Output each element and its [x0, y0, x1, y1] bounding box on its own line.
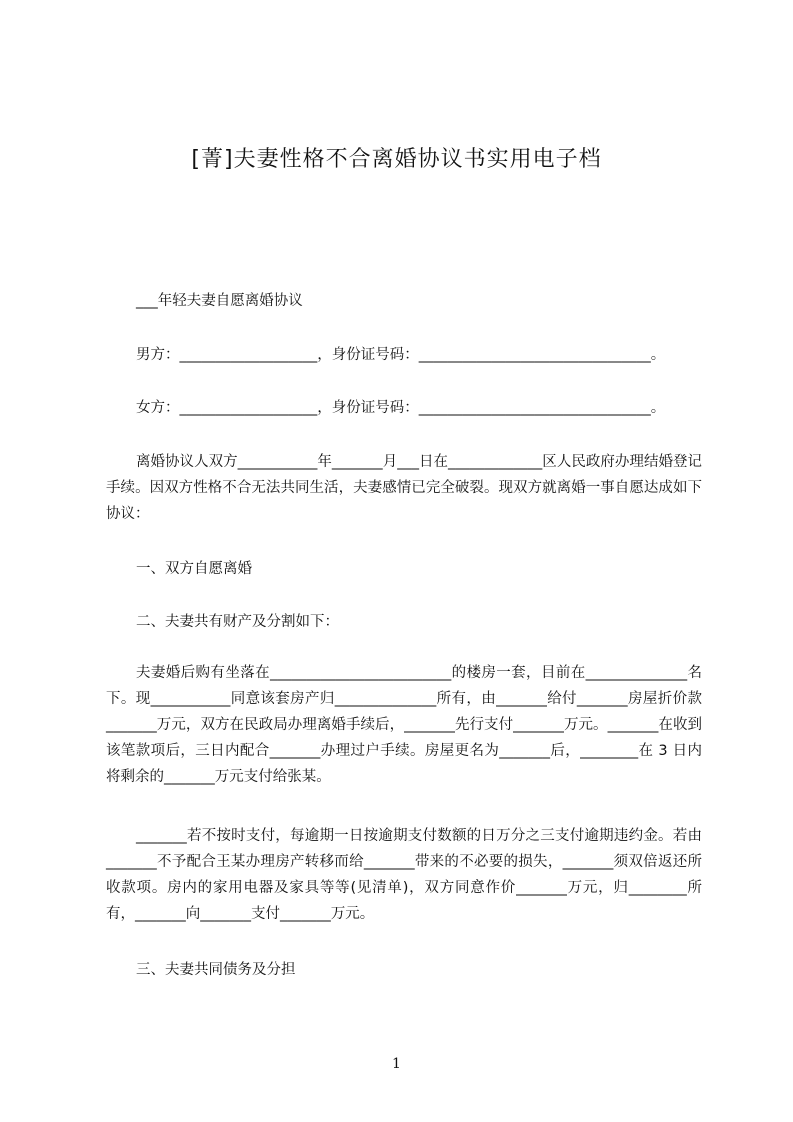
- page-number: 1: [392, 1056, 401, 1072]
- male-party-line: 男方：___________________，身份证号码：________________________________。: [136, 347, 666, 363]
- penalty-paragraph: _______若不按时支付，每逾期一日按逾期支付数额的日万分之三支付逾期违约金。若由_______不予配合王某办理房产转移而给_______带来的不必要的损失，_______须双倍返还所收款项。房内的家用电器及家具等等(见清单)，双方同意作价_______万元，归________所有，_______向_______支付_______万元。: [106, 828, 702, 922]
- intro-paragraph: 离婚协议人双方___________年_______月___日在_____________区人民政府办理结婚登记手续。因双方性格不合无法共同生活，夫妻感情已完全破裂。现双方就离婚一事自愿达成如下协议：: [106, 454, 702, 522]
- agreement-heading: ___年轻夫妻自愿离婚协议: [136, 293, 303, 309]
- female-party-line: 女方：___________________，身份证号码：________________________________。: [136, 400, 666, 416]
- property-paragraph: 夫妻婚后购有坐落在_________________________的楼房一套，目前在______________名下。现___________同意该套房产归______________所有，由_______给付_______房屋折价款_______万元，双方在民政局办理离婚手续后，_______先行支付_______万元。_______在收到该笔款项后，三日内配合_______办理过户手续。房屋更名为_______后，________在 3 日内将剩余的_______万元支付给张某。: [106, 665, 702, 785]
- document-title: [菁]夫妻性格不合离婚协议书实用电子档: [191, 147, 602, 172]
- section-1-heading: 一、双方自愿离婚: [136, 561, 252, 577]
- section-2-heading: 二、夫妻共有财产及分割如下：: [136, 614, 339, 630]
- section-3-heading: 三、夫妻共同债务及分担: [136, 962, 296, 978]
